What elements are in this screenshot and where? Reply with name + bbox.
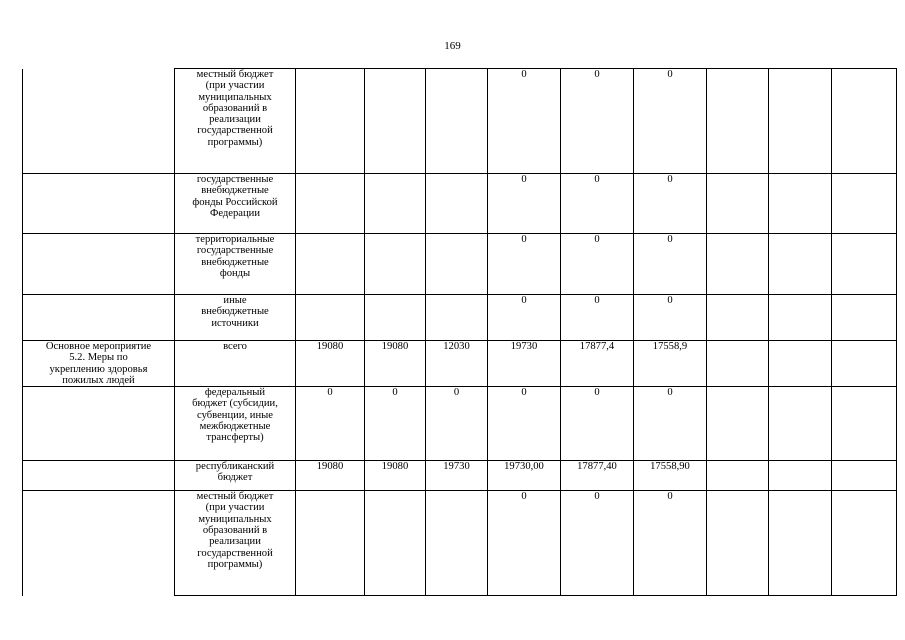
value-cell <box>488 461 561 491</box>
value: 17558,90 <box>650 461 690 473</box>
table-row <box>23 341 897 387</box>
value-cell <box>832 234 897 295</box>
value: 0 <box>521 295 527 306</box>
value-cell <box>769 461 832 491</box>
value-cell <box>488 295 561 341</box>
value-cell <box>634 234 707 295</box>
value-cell <box>296 234 365 295</box>
value: 19730,00 <box>504 461 544 473</box>
page-number: 169 <box>444 40 461 52</box>
activity-name: Основное мероприятие 5.2. Меры по укреплению здоровья пожилых людей <box>45 341 152 386</box>
table-row <box>23 174 897 234</box>
value-cell <box>488 69 561 174</box>
value-cell <box>365 174 426 234</box>
value-cell <box>488 341 561 387</box>
value-cell <box>296 295 365 341</box>
value-cell <box>707 387 769 461</box>
value: 17558,9 <box>652 341 688 352</box>
value-cell <box>365 341 426 387</box>
value-cell <box>707 491 769 596</box>
value-cell <box>296 69 365 174</box>
value: 0 <box>594 174 600 185</box>
value-cell <box>426 461 488 491</box>
value: 12030 <box>443 341 470 352</box>
value: 0 <box>667 387 673 399</box>
table-row <box>23 491 897 596</box>
table-row <box>23 295 897 341</box>
funding-source: местный бюджет (при участии муниципальных образований в реализации государственной программы) <box>196 491 274 570</box>
value-cell <box>769 491 832 596</box>
value-cell <box>365 234 426 295</box>
value-cell <box>296 174 365 234</box>
value-cell <box>488 491 561 596</box>
value-cell <box>561 491 634 596</box>
activity-name-cell <box>23 491 175 596</box>
value-cell <box>296 387 365 461</box>
value: 0 <box>594 491 600 503</box>
value-cell <box>769 234 832 295</box>
value: 19730 <box>443 461 470 473</box>
value-cell <box>707 341 769 387</box>
value: 19730 <box>510 341 538 352</box>
value: 17877,4 <box>579 341 615 352</box>
value-cell <box>561 174 634 234</box>
value-cell <box>707 295 769 341</box>
value-cell <box>426 69 488 174</box>
funding-source: федеральный бюджет (субсидии, субвенции, иные межбюджетные трансферты) <box>192 387 278 444</box>
value-cell <box>365 387 426 461</box>
value: 0 <box>327 387 333 399</box>
value-cell <box>561 461 634 491</box>
funding-source-cell <box>175 69 296 174</box>
value-cell <box>561 341 634 387</box>
value: 0 <box>453 387 460 399</box>
value-cell <box>832 295 897 341</box>
value-cell <box>426 387 488 461</box>
value-cell <box>769 174 832 234</box>
value-cell <box>634 341 707 387</box>
value: 0 <box>594 69 600 80</box>
value: 0 <box>667 174 673 185</box>
funding-source: государственные внебюджетные фонды Российской Федерации <box>192 174 278 219</box>
value: 19080 <box>381 461 409 473</box>
value-cell <box>426 295 488 341</box>
value-cell <box>426 491 488 596</box>
funding-source: территориальные государственные внебюджетные фонды <box>195 234 275 279</box>
funding-source-cell <box>175 491 296 596</box>
funding-source: местный бюджет (при участии муниципальных образований в реализации государственной программы) <box>196 69 274 148</box>
value-cell <box>634 174 707 234</box>
value-cell <box>769 69 832 174</box>
activity-name-cell <box>23 461 175 491</box>
value: 0 <box>521 387 527 399</box>
value-cell <box>634 295 707 341</box>
funding-source-cell <box>175 341 296 387</box>
value: 0 <box>667 491 673 503</box>
value: 17877,40 <box>577 461 617 473</box>
value: 0 <box>667 295 673 306</box>
activity-name-cell <box>23 387 175 461</box>
value-cell <box>832 387 897 461</box>
table-row <box>23 387 897 461</box>
value-cell <box>561 387 634 461</box>
activity-name-cell <box>23 69 175 174</box>
activity-name-cell <box>23 234 175 295</box>
value: 19080 <box>316 341 344 352</box>
value-cell <box>426 341 488 387</box>
value-cell <box>832 341 897 387</box>
value-cell <box>296 491 365 596</box>
activity-name-cell <box>23 341 175 387</box>
value-cell <box>707 174 769 234</box>
value-cell <box>634 491 707 596</box>
table-row <box>23 461 897 491</box>
value-cell <box>365 461 426 491</box>
value-cell <box>561 69 634 174</box>
value: 19080 <box>381 341 409 352</box>
value: 0 <box>521 491 527 503</box>
value-cell <box>832 491 897 596</box>
value-cell <box>707 69 769 174</box>
value-cell <box>488 174 561 234</box>
value-cell <box>561 234 634 295</box>
value: 0 <box>521 174 527 185</box>
funding-source: всего <box>223 341 247 352</box>
value-cell <box>296 341 365 387</box>
value: 19080 <box>316 461 344 473</box>
value-cell <box>832 174 897 234</box>
value-cell <box>488 387 561 461</box>
value-cell <box>707 461 769 491</box>
value: 0 <box>392 387 398 399</box>
value-cell <box>769 387 832 461</box>
funding-source-cell <box>175 295 296 341</box>
value: 0 <box>521 69 527 80</box>
value-cell <box>561 295 634 341</box>
activity-name-cell <box>23 174 175 234</box>
value-cell <box>769 295 832 341</box>
value-cell <box>634 461 707 491</box>
budget-table <box>22 68 897 596</box>
table-row <box>23 69 897 174</box>
value-cell <box>296 461 365 491</box>
value: 0 <box>667 69 673 80</box>
value-cell <box>832 69 897 174</box>
value-cell <box>488 234 561 295</box>
value-cell <box>634 387 707 461</box>
value-cell <box>365 295 426 341</box>
funding-source: республиканский бюджет <box>195 461 275 484</box>
value-cell <box>426 174 488 234</box>
funding-source-cell <box>175 387 296 461</box>
table-row <box>23 234 897 295</box>
value-cell <box>365 491 426 596</box>
funding-source-cell <box>175 174 296 234</box>
value-cell <box>365 69 426 174</box>
value: 0 <box>594 387 600 399</box>
funding-source: иные внебюджетные источники <box>201 295 269 329</box>
funding-source-cell <box>175 234 296 295</box>
value-cell <box>426 234 488 295</box>
value: 0 <box>594 234 600 245</box>
value: 0 <box>521 234 527 245</box>
value-cell <box>707 234 769 295</box>
activity-name-cell <box>23 295 175 341</box>
value-cell <box>769 341 832 387</box>
funding-source-cell <box>175 461 296 491</box>
value-cell <box>832 461 897 491</box>
value: 0 <box>594 295 600 306</box>
value-cell <box>634 69 707 174</box>
value: 0 <box>667 234 673 245</box>
